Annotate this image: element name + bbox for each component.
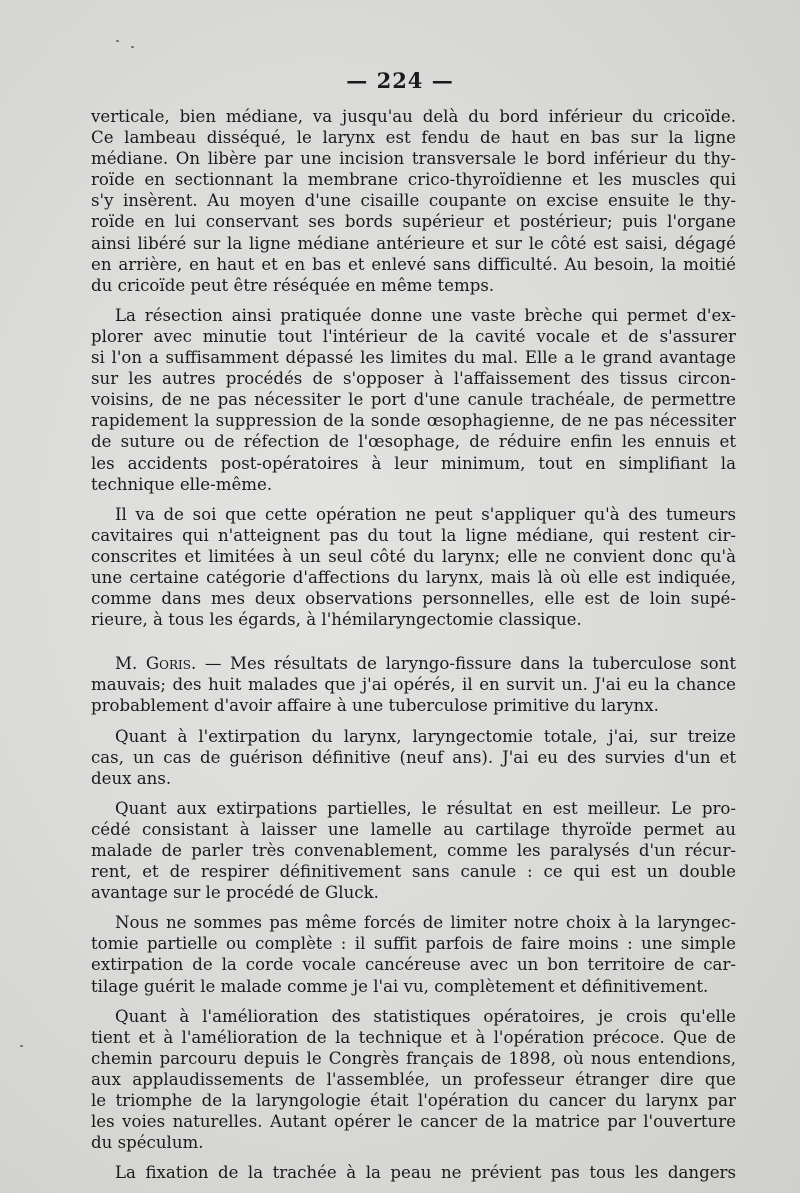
paragraph <box>91 1006 736 1154</box>
text-line: tilage guérit le malade comme je l'ai vu, complètement et définitivement. <box>91 976 709 996</box>
text-line: probablement d'avoir affaire à une tuberculose primitive du larynx. <box>91 696 659 716</box>
text-line: si l'on a suffisamment dépassé les limites du mal. Elle a le grand avantage <box>91 348 736 368</box>
text-line: mauvais; des huit malades que j'ai opérés, il en survit un. J'ai eu la chance <box>91 675 736 695</box>
text-line: tomie partielle ou complète : il suffit parfois de faire moins : une simple <box>91 934 736 954</box>
paragraph <box>91 912 736 996</box>
text-line: rieure, à tous les égards, à l'hémilaryngectomie classique. <box>91 610 582 630</box>
text-line: comme dans mes deux observations personnelles, elle est de loin supé- <box>91 589 736 609</box>
speaker-name: M. Goris. <box>115 654 197 674</box>
text-line: malade de parler très convenablement, comme les paralysés d'un récur- <box>91 841 736 860</box>
text-line: Nous ne sommes pas même forcés de limiter notre choix à la laryngec- <box>115 913 736 933</box>
speaker-paragraph <box>91 653 736 716</box>
text-line: de suture ou de réfection de l'œsophage, de réduire enfin les ennuis et <box>91 432 736 452</box>
paragraph <box>91 106 736 296</box>
text-line: les voies naturelles. Autant opérer le cancer de la matrice par l'ouverture <box>91 1112 736 1132</box>
text-line: Il va de soi que cette opération ne peut s'appliquer qu'à des tumeurs <box>115 504 736 524</box>
text-line: La résection ainsi pratiquée donne une vaste brèche qui permet d'ex- <box>115 305 736 325</box>
paragraph <box>91 305 736 495</box>
text-line: s'y insèrent. Au moyen d'une cisaille coupante on excise ensuite le thy- <box>91 191 736 211</box>
text-line: sur les autres procédés de s'opposer à l'affaissement des tissus circon- <box>91 369 736 389</box>
text-line: conscrites et limitées à un seul côté du larynx; elle ne convient donc qu'à <box>91 546 736 566</box>
paragraph <box>91 798 736 903</box>
text-line: les accidents post-opératoires à leur minimum, tout en simplifiant la <box>91 453 736 473</box>
text-line: avantage sur le procédé de Gluck. <box>91 883 379 903</box>
text-line: ainsi libéré sur la ligne médiane antérieure et sur le côté est saisi, dégagé <box>91 233 736 253</box>
paragraph <box>91 1162 736 1183</box>
body-text <box>91 106 736 1192</box>
text-line: aux applaudissements de l'assemblée, un professeur étranger dire que <box>91 1069 736 1089</box>
text-line: une certaine catégorie d'affections du larynx, mais là où elle est indiquée, <box>91 567 736 587</box>
text-line: La fixation de la trachée à la peau ne prévient pas tous les dangers <box>115 1163 736 1183</box>
text-line: plorer avec minutie tout l'intérieur de la cavité vocale et de s'assurer <box>91 326 736 346</box>
text-line: deux ans. <box>91 768 172 788</box>
ink-speck <box>131 46 134 48</box>
text-line: en arrière, en haut et en bas et enlevé sans difficulté. Au besoin, la moitié <box>91 254 736 274</box>
paragraph <box>91 726 736 789</box>
speaker-text: — Mes résultats de laryngo-fissure dans la tuberculose sont <box>196 654 737 674</box>
text-line: du cricoïde peut être réséquée en même temps. <box>91 275 495 295</box>
text-line: verticale, bien médiane, va jusqu'au delà du bord inférieur du cricoïde. <box>91 107 736 126</box>
text-line: roïde en sectionnant la membrane crico-thyroïdienne et les muscles qui <box>91 170 736 190</box>
text-line: cavitaires qui n'atteignent pas du tout la ligne médiane, qui restent cir- <box>91 525 736 545</box>
text-line: le triomphe de la laryngologie était l'opération du cancer du larynx par <box>91 1091 736 1111</box>
text-line: Quant à l'amélioration des statistiques opératoires, je crois qu'elle <box>115 1006 736 1026</box>
text-line: chemin parcouru depuis le Congrès français de 1898, où nous entendions, <box>91 1048 736 1068</box>
text-line: du spéculum. <box>91 1133 204 1153</box>
text-line: cédé consistant à laisser une lamelle au cartilage thyroïde permet au <box>91 819 736 839</box>
text-line: Quant à l'extirpation du larynx, laryngectomie totale, j'ai, sur treize <box>115 726 736 746</box>
page-number: — 224 — <box>346 68 454 93</box>
text-line: cas, un cas de guérison définitive (neuf ans). J'ai eu des survies d'un et <box>91 747 736 767</box>
text-line: Quant aux extirpations partielles, le résultat en est meilleur. Le pro- <box>115 798 736 818</box>
paragraph <box>91 504 736 631</box>
text-line: tient et à l'amélioration de la technique et à l'opération précoce. Que de <box>91 1027 736 1047</box>
text-line: extirpation de la corde vocale cancéreuse avec un bon territoire de car- <box>91 955 736 975</box>
ink-speck <box>116 40 119 42</box>
text-line: roïde en lui conservant ses bords supérieur et postérieur; puis l'organe <box>91 212 736 232</box>
text-line: médiane. On libère par une incision transversale le bord inférieur du thy- <box>91 149 736 169</box>
text-line: Ce lambeau disséqué, le larynx est fendu de haut en bas sur la ligne <box>91 128 736 148</box>
text-line: technique elle-même. <box>91 474 273 494</box>
ink-speck <box>20 1045 23 1047</box>
text-line <box>91 653 736 674</box>
text-line: rent, et de respirer définitivement sans canule : ce qui est un double <box>91 862 736 882</box>
text-line: voisins, de ne pas nécessiter le port d'une canule trachéale, de permettre <box>91 390 736 410</box>
text-line: rapidement la suppression de la sonde œsophagienne, de ne pas nécessiter <box>91 411 736 431</box>
